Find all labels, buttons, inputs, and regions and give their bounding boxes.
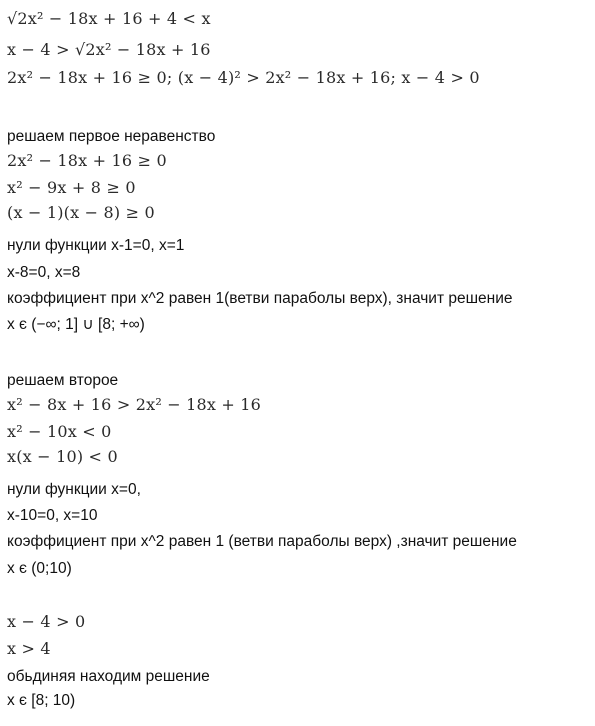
solution-first: x є (−∞; 1] ∪ [8; +∞): [7, 316, 145, 333]
line-9: x-8=0, x=8: [7, 264, 81, 281]
line-1: √2x² − 18x + 16 + 4 < x: [7, 9, 211, 28]
line-17: x-10=0, x=10: [7, 507, 98, 524]
line-15: x(x − 10) < 0: [7, 447, 118, 466]
heading-first-inequality: решаем первое неравенство: [7, 128, 216, 145]
line-21: x > 4: [7, 639, 51, 658]
line-7: (x − 1)(x − 8) ≥ 0: [7, 203, 155, 222]
line-13: x² − 8x + 16 > 2x² − 18x + 16: [7, 395, 262, 414]
heading-second-inequality: решаем второе: [7, 372, 119, 389]
solution-second: x є (0;10): [7, 560, 72, 577]
line-5: 2x² − 18x + 16 ≥ 0: [7, 151, 167, 170]
line-16: нули функции x=0,: [7, 481, 141, 498]
heading-combine: обьдиняя находим решение: [7, 668, 210, 685]
line-8: нули функции x-1=0, x=1: [7, 237, 185, 254]
line-18: коэффициент при x^2 равен 1 (ветви параболы верх) ,значит решение: [7, 533, 517, 550]
final-solution: x є [8; 10): [7, 692, 76, 709]
line-6: x² − 9x + 8 ≥ 0: [7, 178, 136, 197]
line-14: x² − 10x < 0: [7, 422, 112, 441]
line-10: коэффициент при x^2 равен 1(ветви параболы верх), значит решение: [7, 290, 513, 307]
line-2: x − 4 > √2x² − 18x + 16: [7, 40, 211, 59]
line-20: x − 4 > 0: [7, 612, 86, 631]
line-3: 2x² − 18x + 16 ≥ 0; (x − 4)² > 2x² − 18x + 16; x − 4 > 0: [7, 68, 480, 87]
